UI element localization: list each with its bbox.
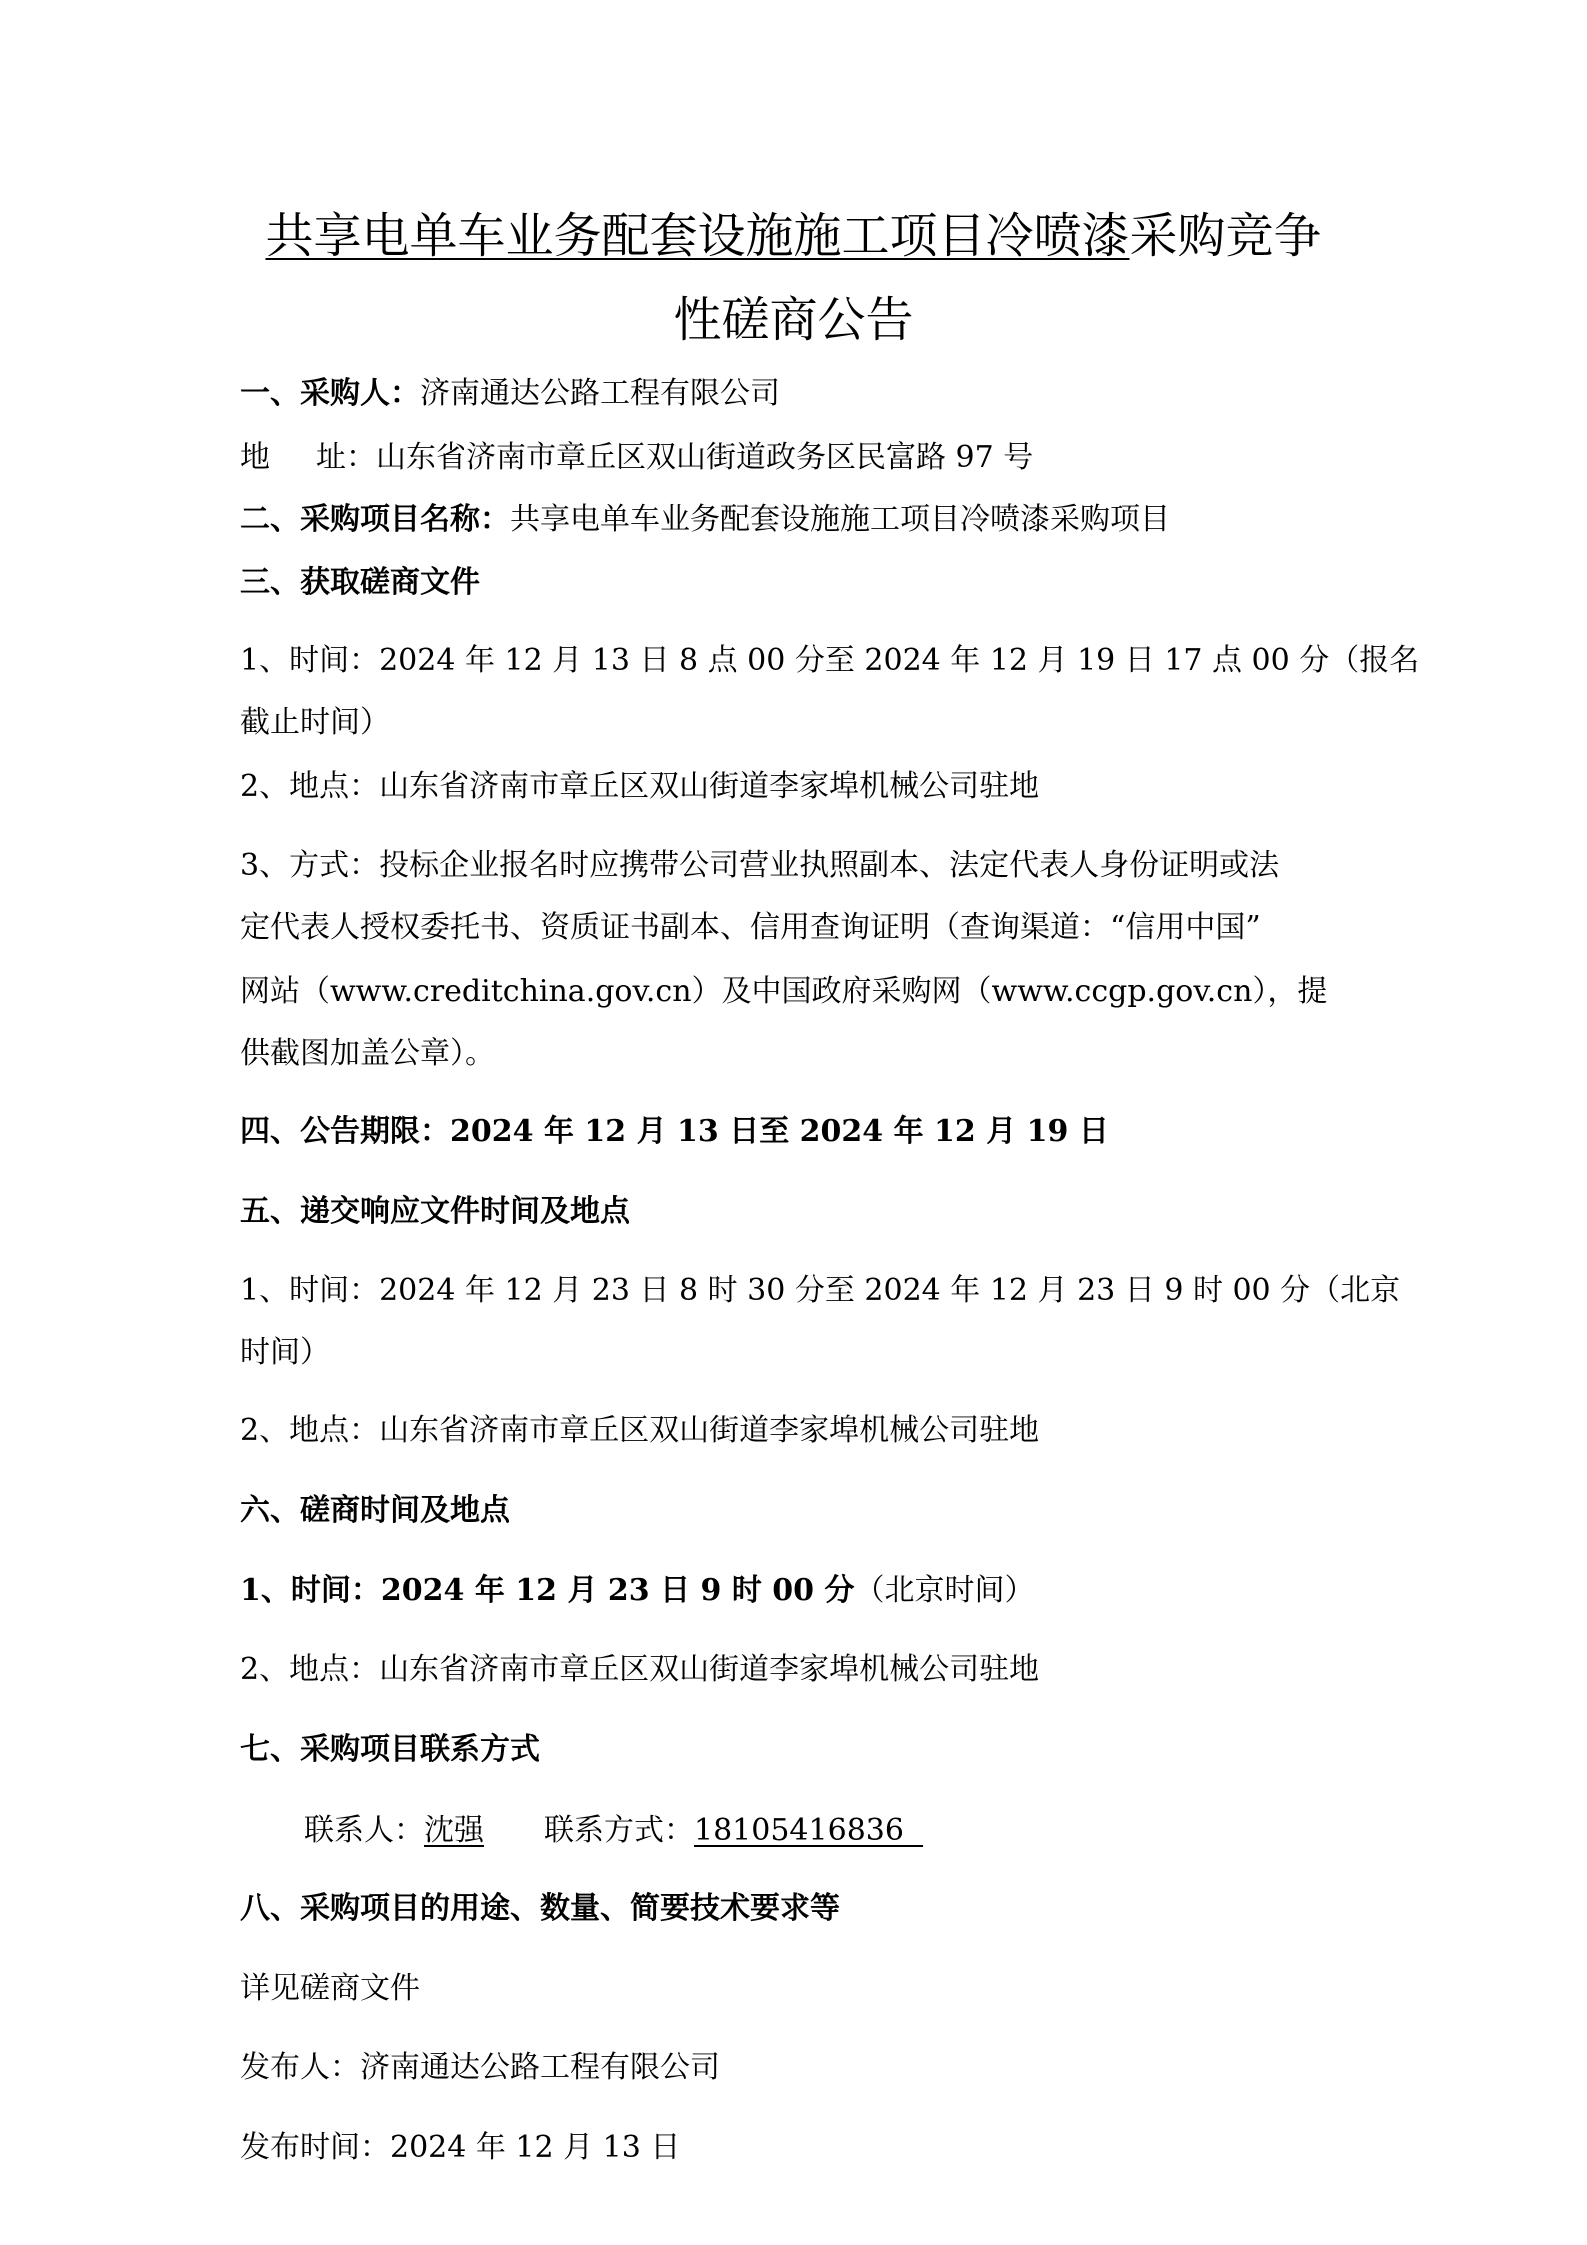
- address-line: [240, 438, 1033, 478]
- section-6-heading: 六、磋商时间及地点: [240, 1493, 510, 1528]
- publisher-value: 济南通达公路工程有限公司: [360, 2050, 720, 2085]
- contact-label: 联系人：: [304, 1813, 424, 1848]
- title-underlined-part: 共享电单车业务配套设施施工项目冷喷漆: [265, 208, 1130, 264]
- contact-name: 沈强: [424, 1813, 484, 1848]
- s3-method-line-2: 定代表人授权委托书、资质证书副本、信用查询证明（查询渠道：“信用中国”: [240, 910, 1261, 945]
- s3-place-line: 2、地点：山东省济南市章丘区双山街道李家埠机械公司驻地: [240, 769, 1040, 804]
- title-line-1: [200, 206, 1387, 266]
- s3-time-line-2: 截止时间）: [240, 705, 390, 740]
- s3-method-line-1: 3、方式：投标企业报名时应携带公司营业执照副本、法定代表人身份证明或法: [240, 848, 1280, 883]
- publish-time-line: [240, 2128, 680, 2168]
- section-7-heading: 七、采购项目联系方式: [240, 1732, 540, 1767]
- s3-time-line-1: 1、时间：2024 年 12 月 13 日 8 点 00 分至 2024 年 12 月 19 日 17 点 00 分（报名: [240, 643, 1420, 678]
- section-3-heading: 三、获取磋商文件: [240, 565, 480, 600]
- address-value: 山东省济南市章丘区双山街道政务区民富路 97 号: [376, 440, 1034, 475]
- section-4-heading: 四、公告期限：2024 年 12 月 13 日至 2024 年 12 月 19 日: [240, 1114, 1109, 1149]
- publisher-label: 发布人：: [240, 2050, 360, 2085]
- s8-detail-line: 详见磋商文件: [240, 1971, 420, 2006]
- project-name-heading: 二、采购项目名称：: [240, 502, 510, 537]
- title-line-2: 性磋商公告: [673, 292, 914, 348]
- title-rest-part: 采购竞争: [1129, 208, 1322, 264]
- s3-method-line-3: 网站（www.creditchina.gov.cn）及中国政府采购网（www.ccgp.gov.cn），提: [240, 974, 1328, 1009]
- publish-time-value: 2024 年 12 月 13 日: [390, 2130, 681, 2165]
- s6-time-line: [240, 1571, 1035, 1611]
- contact-line: [304, 1811, 923, 1851]
- publisher-line: [240, 2048, 720, 2088]
- s5-time-line-1: 1、时间：2024 年 12 月 23 日 8 时 30 分至 2024 年 12 月 23 日 9 时 00 分（北京: [240, 1273, 1401, 1308]
- section-8-heading: 八、采购项目的用途、数量、简要技术要求等: [240, 1891, 840, 1926]
- s6-time-rest: （北京时间）: [854, 1573, 1035, 1608]
- project-name-value: 共享电单车业务配套设施施工项目冷喷漆采购项目: [510, 502, 1170, 537]
- s6-time-bold: 1、时间：2024 年 12 月 23 日 9 时 00 分: [240, 1573, 855, 1608]
- address-label-a: 地: [240, 440, 270, 475]
- s5-place-line: 2、地点：山东省济南市章丘区双山街道李家埠机械公司驻地: [240, 1413, 1040, 1448]
- phone-number: 18105416836: [694, 1813, 904, 1848]
- s5-time-line-2: 时间）: [240, 1335, 330, 1370]
- purchaser-value: 济南通达公路工程有限公司: [420, 376, 780, 411]
- s6-place-line: 2、地点：山东省济南市章丘区双山街道李家埠机械公司驻地: [240, 1652, 1040, 1687]
- phone-label: 联系方式：: [544, 1813, 694, 1848]
- purchaser-line: [240, 374, 780, 414]
- publish-time-label: 发布时间：: [240, 2130, 390, 2165]
- address-label-b: 址：: [316, 440, 376, 475]
- project-name-line: [240, 500, 1170, 540]
- s3-method-line-4: 供截图加盖公章）。: [240, 1036, 495, 1071]
- purchaser-heading: 一、采购人：: [240, 376, 420, 411]
- section-5-heading: 五、递交响应文件时间及地点: [240, 1194, 630, 1229]
